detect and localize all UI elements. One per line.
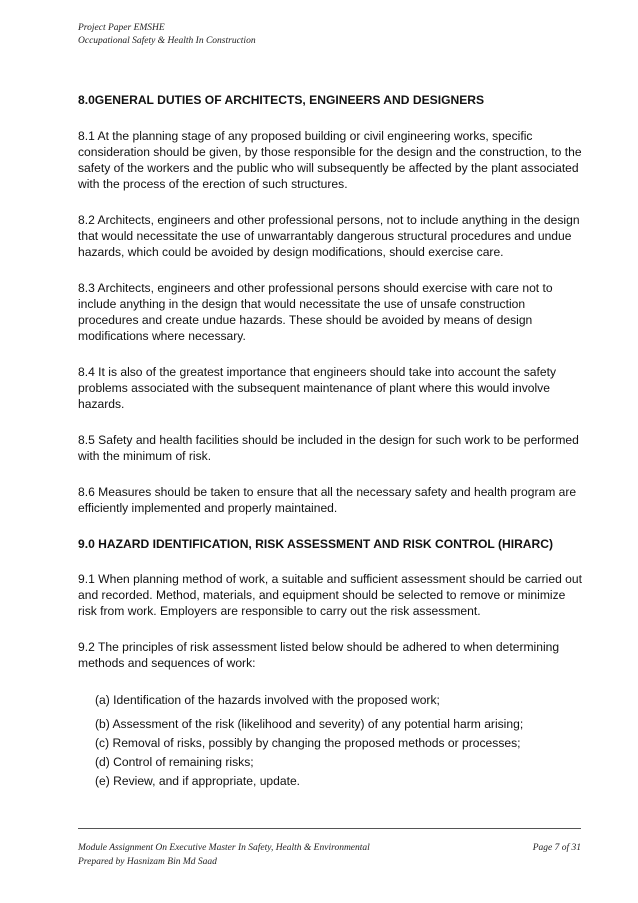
paragraph-8-3: 8.3 Architects, engineers and other professional persons should exercise with care not to include anything in the design that would necessitate the use of unsafe construction procedures and create undue hazards. These should be avoided by means of design modifications where necessary.	[78, 281, 553, 343]
page-number: Page 7 of 31	[532, 843, 581, 853]
paragraph-8-2: 8.2 Architects, engineers and other professional persons, not to include anything in the design that would necessitate the use of unwarrantably dangerous structural procedures and undue hazards, which could be avoided by design modifications, should exercise care.	[78, 213, 580, 259]
list-item: (c) Removal of risks, possibly by changing the proposed methods or processes;	[95, 736, 521, 750]
header-subtitle: Occupational Safety & Health In Construction	[78, 36, 256, 46]
footer-author: Prepared by Hasnizam Bin Md Saad	[78, 857, 217, 867]
paragraph-8-6: 8.6 Measures should be taken to ensure that all the necessary safety and health program are efficiently implemented and properly maintained.	[78, 485, 577, 515]
list-item: (b) Assessment of the risk (likelihood and severity) of any potential harm arising;	[95, 717, 524, 731]
paragraph-8-4: 8.4 It is also of the greatest importance that engineers should take into account the safety problems associated with the subsequent maintenance of plant where this would involve hazards.	[78, 365, 556, 411]
main-content	[78, 92, 582, 791]
paragraph-8-5: 8.5 Safety and health facilities should be included in the design for such work to be performed with the minimum of risk.	[78, 433, 579, 463]
footer-module-title: Module Assignment On Executive Master In Safety, Health & Environmental	[78, 843, 370, 853]
paragraph-9-2: 9.2 The principles of risk assessment listed below should be adhered to when determining methods and sequences of work:	[78, 640, 560, 670]
list-item: (e) Review, and if appropriate, update.	[95, 774, 301, 788]
list-item: (a) Identification of the hazards involved with the proposed work;	[95, 693, 440, 707]
section-8-heading: 8.0GENERAL DUTIES OF ARCHITECTS, ENGINEERS AND DESIGNERS	[78, 93, 485, 107]
footer-divider	[78, 828, 581, 829]
section-9-heading: 9.0 HAZARD IDENTIFICATION, RISK ASSESSMENT AND RISK CONTROL (HIRARC)	[78, 537, 554, 551]
page-header	[78, 22, 256, 48]
paragraph-9-1: 9.1 When planning method of work, a suitable and sufficient assessment should be carried out and recorded. Method, materials, and equipment should be selected to remove or minimize risk from work. Employers are responsible to carry out the risk assessment.	[78, 572, 582, 618]
header-project-title: Project Paper EMSHE	[78, 23, 165, 33]
paragraph-8-1: 8.1 At the planning stage of any proposed building or civil engineering works, specific consideration should be given, by those responsible for the design and the construction, to the safety of the workers and the public who will subsequently be affected by the plant associated with the process of the erection of such structures.	[78, 129, 582, 191]
list-item: (d) Control of remaining risks;	[95, 755, 254, 769]
risk-assessment-list	[95, 691, 582, 791]
